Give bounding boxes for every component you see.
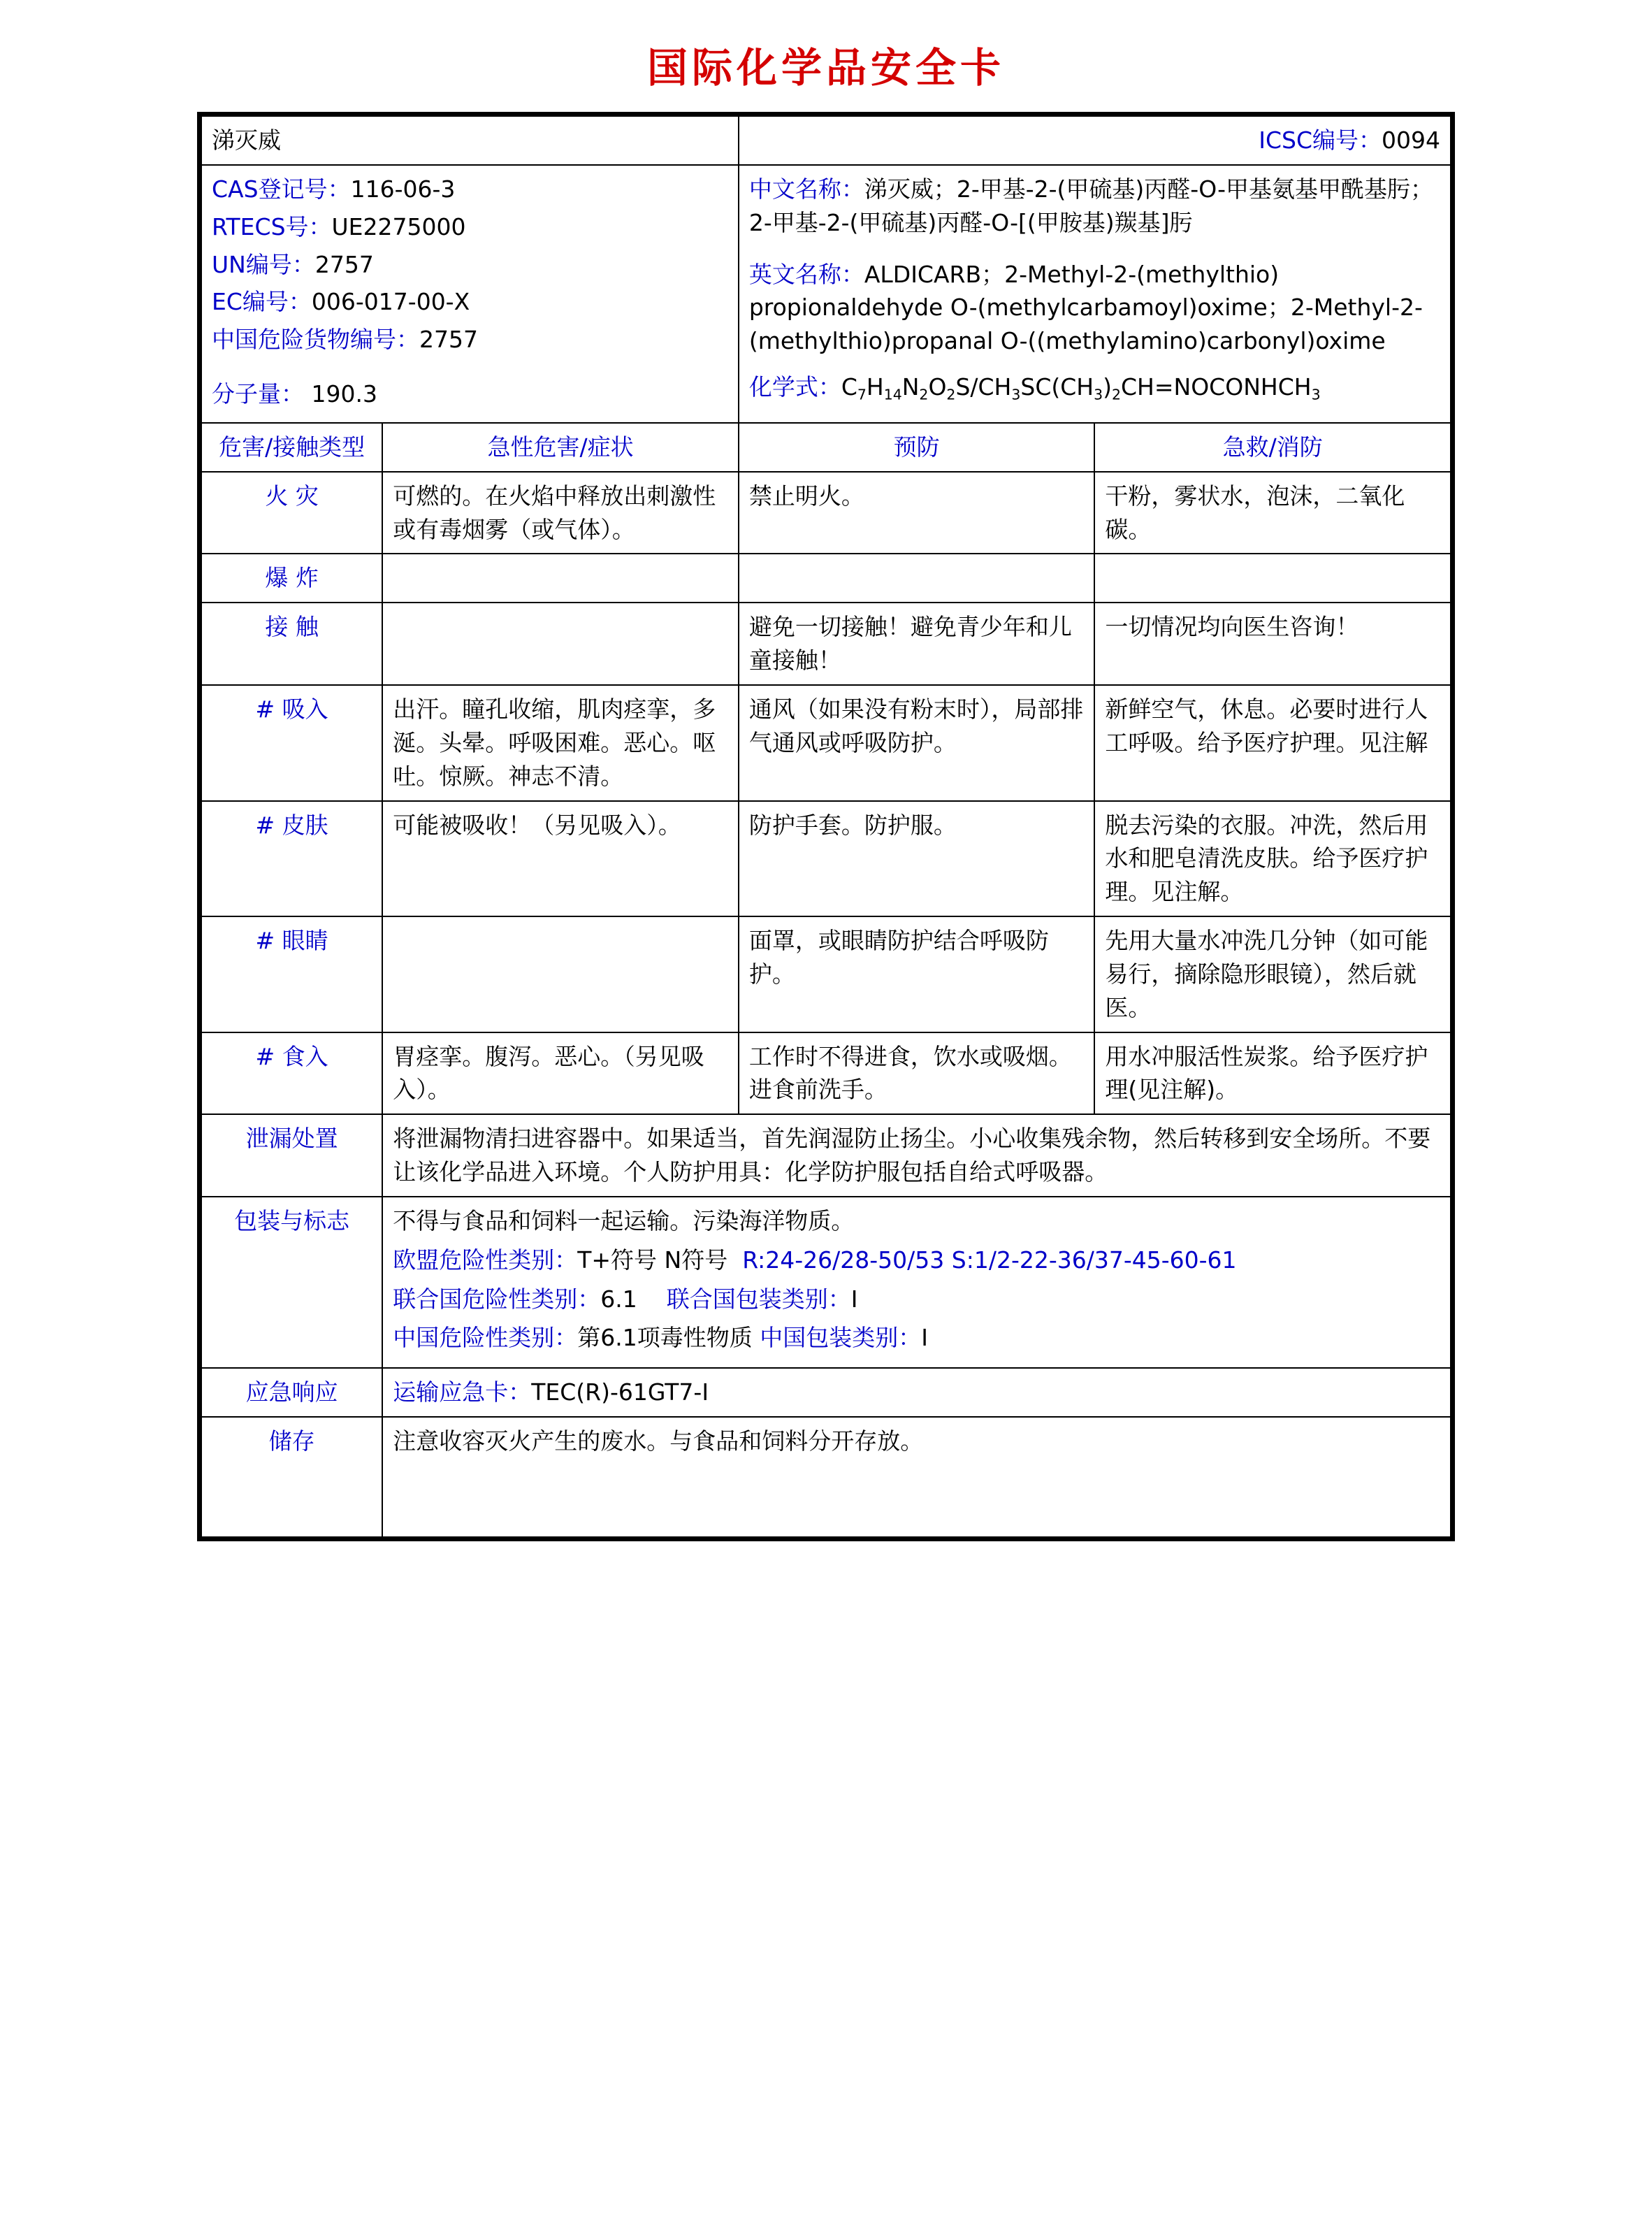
packaging-content xyxy=(382,1197,1451,1368)
un-label: UN编号： xyxy=(212,250,315,278)
row-prevention-explosion xyxy=(739,554,1095,603)
cn-name-label: 中文名称： xyxy=(748,175,864,203)
cn-pack-label: 中国包装类别： xyxy=(760,1324,922,1352)
icsc-table xyxy=(201,115,1451,1538)
en-name-line xyxy=(749,258,1440,359)
icsc-card xyxy=(197,112,1455,1541)
un-class-value: 6.1 xyxy=(600,1285,637,1313)
storage-text: 注意收容灭火产生的废水。与食品和饲料分开存放。 xyxy=(382,1417,1451,1537)
icsc-value: 0094 xyxy=(1382,127,1440,154)
en-name-label: 英文名称： xyxy=(748,260,864,288)
row-firstaid-skin: 脱去污染的衣服。冲洗，然后用水和肥皂清洗皮肤。给予医疗护理。见注解。 xyxy=(1094,801,1451,917)
emergency-content xyxy=(382,1368,1451,1417)
col-header-firstaid: 急救/消防 xyxy=(1094,423,1451,472)
identification-row xyxy=(201,165,1451,423)
cn-class-label: 中国危险性类别： xyxy=(393,1324,578,1352)
row-acute-ingestion: 胃痉挛。腹泻。恶心。（另见吸入）。 xyxy=(382,1032,739,1115)
row-label-eyes: # 眼睛 xyxy=(201,916,382,1032)
row-prevention-inhalation: 通风（如果没有粉末时），局部排气通风或呼吸防护。 xyxy=(739,685,1095,801)
transport-card-label: 运输应急卡： xyxy=(393,1378,532,1406)
identification-right xyxy=(739,165,1451,423)
column-header-row xyxy=(201,423,1451,472)
row-label-skin: # 皮肤 xyxy=(201,801,382,917)
row-label-exposure: 接 触 xyxy=(201,603,382,685)
mol-weight-value: 190.3 xyxy=(311,380,377,408)
table-row xyxy=(201,603,1451,685)
spill-text: 将泄漏物清扫进容器中。如果适当，首先润湿防止扬尘。小心收集残余物，然后转移到安全场所。不要让该化学品进入环境。个人防护用具：化学防护服包括自给式呼吸器。 xyxy=(382,1114,1451,1197)
card-header-row xyxy=(201,116,1451,165)
cn-class-value: 第6.1项毒性物质 xyxy=(577,1324,753,1352)
page-title: 国际化学品安全卡 xyxy=(646,44,1005,92)
row-firstaid-inhalation: 新鲜空气，休息。必要时进行人工呼吸。给予医疗护理。见注解 xyxy=(1094,685,1451,801)
packaging-row xyxy=(201,1197,1451,1368)
mol-weight-label: 分子量： xyxy=(212,380,304,408)
col-header-acute: 急性危害/症状 xyxy=(382,423,739,472)
cn-name-value: 涕灭威；2-甲基-2-(甲硫基)丙醛-O-甲基氨基甲酰基肟；2-甲基-2-(甲硫基)丙醛-O-[(甲胺基)羰基]肟 xyxy=(748,175,1433,236)
row-prevention-ingestion: 工作时不得进食，饮水或吸烟。进食前洗手。 xyxy=(739,1032,1095,1115)
packaging-cn-line xyxy=(393,1321,1440,1355)
cn-pack-value: I xyxy=(921,1324,928,1352)
row-firstaid-ingestion: 用水冲服活性炭浆。给予医疗护理(见注解)。 xyxy=(1094,1032,1451,1115)
un-pack-value: I xyxy=(850,1285,858,1313)
rtecs-value: UE2275000 xyxy=(331,212,466,240)
row-acute-skin: 可能被吸收！（另见吸入）。 xyxy=(382,801,739,917)
cn-dangerous-label: 中国危险货物编号： xyxy=(212,326,419,354)
formula-line xyxy=(749,370,1440,405)
row-acute-eyes xyxy=(382,916,739,1032)
row-label-ingestion: # 食入 xyxy=(201,1032,382,1115)
row-prevention-fire: 禁止明火。 xyxy=(739,472,1095,554)
transport-card-value: TEC(R)-61GT7-I xyxy=(531,1378,709,1406)
un-pack-label: 联合国包装类别： xyxy=(666,1285,851,1313)
storage-row xyxy=(201,1417,1451,1537)
un-class-label: 联合国危险性类别： xyxy=(393,1285,601,1313)
eu-s-phrases: S:1/2-22-36/37-45-60-61 xyxy=(951,1246,1237,1274)
row-label-fire: 火 灾 xyxy=(201,472,382,554)
table-row xyxy=(201,801,1451,917)
rtecs-line xyxy=(212,210,728,244)
ec-value: 006-017-00-X xyxy=(311,288,470,316)
row-firstaid-exposure: 一切情况均向医生咨询！ xyxy=(1094,603,1451,685)
row-prevention-exposure: 避免一切接触！避免青少年和儿童接触！ xyxy=(739,603,1095,685)
cas-value: 116-06-3 xyxy=(350,175,456,203)
cn-dangerous-line xyxy=(212,323,728,356)
row-firstaid-fire: 干粉，雾状水，泡沫，二氧化碳。 xyxy=(1094,472,1451,554)
ec-line xyxy=(212,285,728,319)
eu-class-value: T+符号 N符号 xyxy=(577,1246,728,1274)
table-row xyxy=(201,554,1451,603)
row-acute-fire: 可燃的。在火焰中释放出刺激性或有毒烟雾（或气体）。 xyxy=(382,472,739,554)
packaging-un-line xyxy=(393,1283,1440,1316)
formula-value: $C_7H_{14}N_2O_2S/CH_3SC(CH_3)_2CH=NOCONHCH_3$ xyxy=(841,373,1321,403)
row-label-emergency: 应急响应 xyxy=(201,1368,382,1417)
icsc-number-cell xyxy=(739,116,1451,165)
eu-class-label: 欧盟危险性类别： xyxy=(393,1246,578,1274)
cas-label: CAS登记号： xyxy=(212,175,351,203)
row-acute-explosion xyxy=(382,554,739,603)
row-acute-inhalation: 出汗。瞳孔收缩，肌肉痉挛，多涎。头晕。呼吸困难。恶心。呕吐。惊厥。神志不清。 xyxy=(382,685,739,801)
identification-left xyxy=(201,165,739,423)
packaging-eu-line xyxy=(393,1244,1440,1277)
substance-name: 涕灭威 xyxy=(201,116,739,165)
row-firstaid-eyes: 先用大量水冲洗几分钟（如可能易行，摘除隐形眼镜），然后就医。 xyxy=(1094,916,1451,1032)
row-label-storage: 储存 xyxy=(201,1417,382,1537)
ec-label: EC编号： xyxy=(212,288,312,316)
col-header-prevention: 预防 xyxy=(739,423,1095,472)
table-row xyxy=(201,916,1451,1032)
row-label-inhalation: # 吸入 xyxy=(201,685,382,801)
row-acute-exposure xyxy=(382,603,739,685)
rtecs-label: RTECS号： xyxy=(212,212,332,240)
row-label-spill: 泄漏处置 xyxy=(201,1114,382,1197)
row-label-explosion: 爆 炸 xyxy=(201,554,382,603)
un-value: 2757 xyxy=(314,250,374,278)
un-line xyxy=(212,248,728,282)
packaging-line1: 不得与食品和饲料一起运输。污染海洋物质。 xyxy=(393,1206,855,1234)
mol-weight-line xyxy=(212,377,728,411)
en-name-value: ALDICARB；2-Methyl-2-(methylthio) propionaldehyde O-(methylcarbamoyl)oxime；2-Methyl-2-(methylthio)propanal O-((methylamino)carbonyl)oxime xyxy=(748,260,1423,355)
table-row xyxy=(201,685,1451,801)
row-prevention-skin: 防护手套。防护服。 xyxy=(739,801,1095,917)
row-firstaid-explosion xyxy=(1094,554,1451,603)
row-label-packaging: 包装与标志 xyxy=(201,1197,382,1368)
cn-dangerous-value: 2757 xyxy=(419,326,478,354)
cn-name-line xyxy=(749,173,1440,240)
eu-r-phrases: R:24-26/28-50/53 xyxy=(742,1246,945,1274)
spill-row xyxy=(201,1114,1451,1197)
col-header-type: 危害/接触类型 xyxy=(201,423,382,472)
emergency-row xyxy=(201,1368,1451,1417)
table-row xyxy=(201,472,1451,554)
row-prevention-eyes: 面罩，或眼睛防护结合呼吸防护。 xyxy=(739,916,1095,1032)
table-row xyxy=(201,1032,1451,1115)
formula-label: 化学式： xyxy=(748,373,841,401)
cas-line xyxy=(212,173,728,206)
icsc-label: ICSC编号： xyxy=(1259,127,1382,154)
